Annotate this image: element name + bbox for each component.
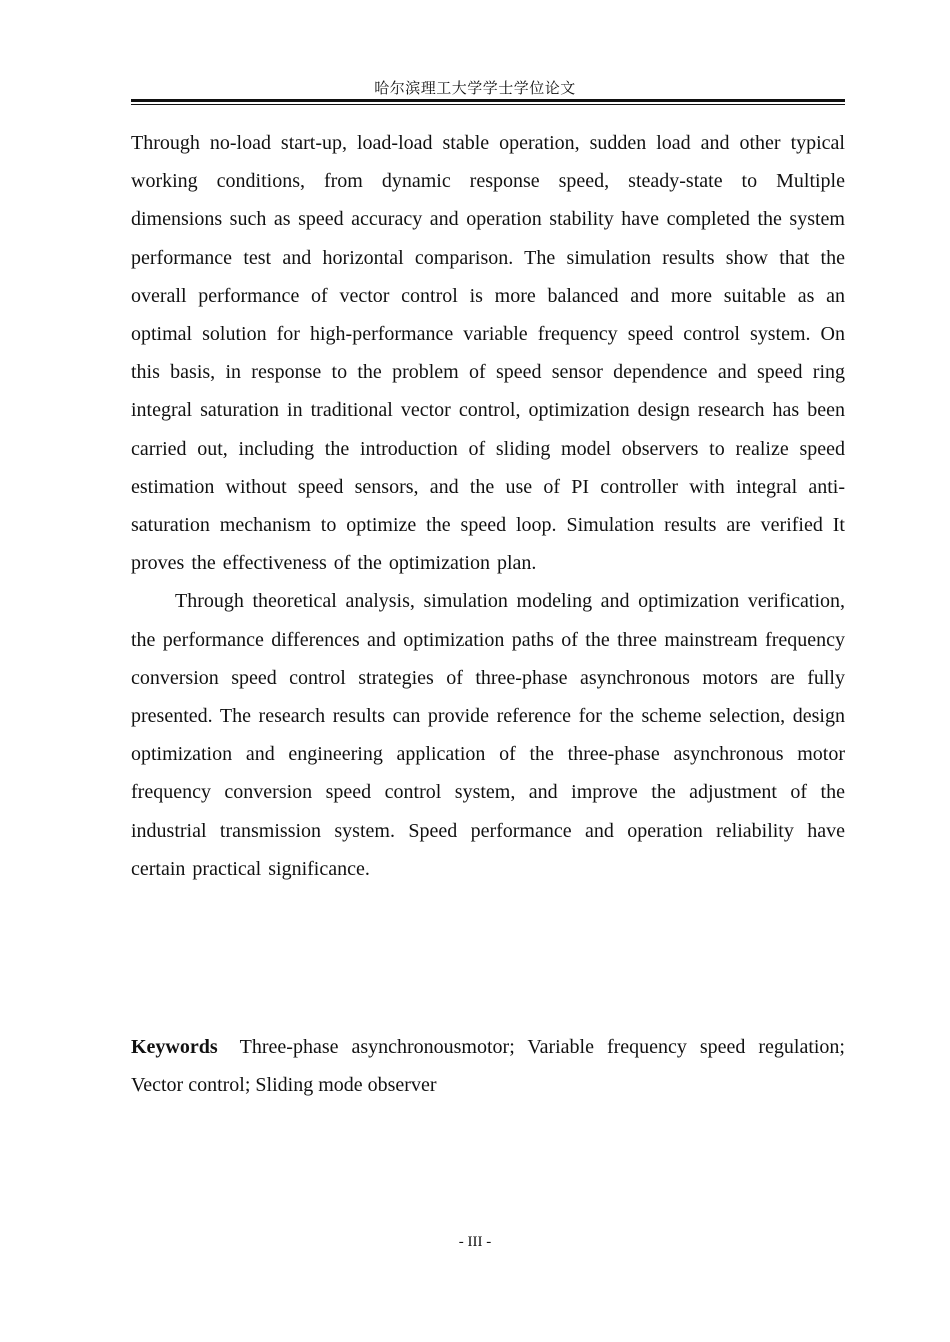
keywords-text: Three-phase asynchronousmotor; Variable frequency speed regulation; Vector control; Sliding mode observer	[131, 1036, 845, 1096]
abstract-paragraph-1: Through no-load start-up, load-load stable operation, sudden load and other typical working conditions, from dynamic response speed, steady-state to Multiple dimensions such as speed accuracy and operation stability have completed the system performance test and horizontal comparison. The simulation results show that the overall performance of vector control is more balanced and more suitable as an optimal solution for high-performance variable frequency speed control system. On this basis, in response to the problem of speed sensor dependence and speed ring integral saturation in traditional vector control, optimization design research has been carried out, including the introduction of sliding model observers to realize speed estimation without speed sensors, and the use of PI controller with integral anti-saturation mechanism to optimize the speed loop. Simulation results are verified It proves the effectiveness of the optimization plan.	[131, 132, 845, 575]
header-rule-thick	[131, 99, 845, 102]
header-rule-thin	[131, 104, 845, 105]
page-number: - III -	[458, 1234, 492, 1250]
abstract-paragraph-2: Through theoretical analysis, simulation modeling and optimization verification, the performance differences and optimization paths of the three mainstream frequency conversion speed control strategies of three-phase asynchronous motors are fully presented. The research results can provide reference for the scheme selection, design optimization and engineering application of the three-phase asynchronous motor frequency conversion speed control system, and improve the adjustment of the industrial transmission system. Speed performance and operation reliability have certain practical significance.	[131, 590, 845, 880]
abstract-body	[131, 124, 845, 888]
keywords-label: Keywords	[131, 1036, 218, 1058]
running-header-title: 哈尔滨理工大学学士学位论文	[374, 81, 576, 97]
keywords-block	[131, 1028, 845, 1104]
